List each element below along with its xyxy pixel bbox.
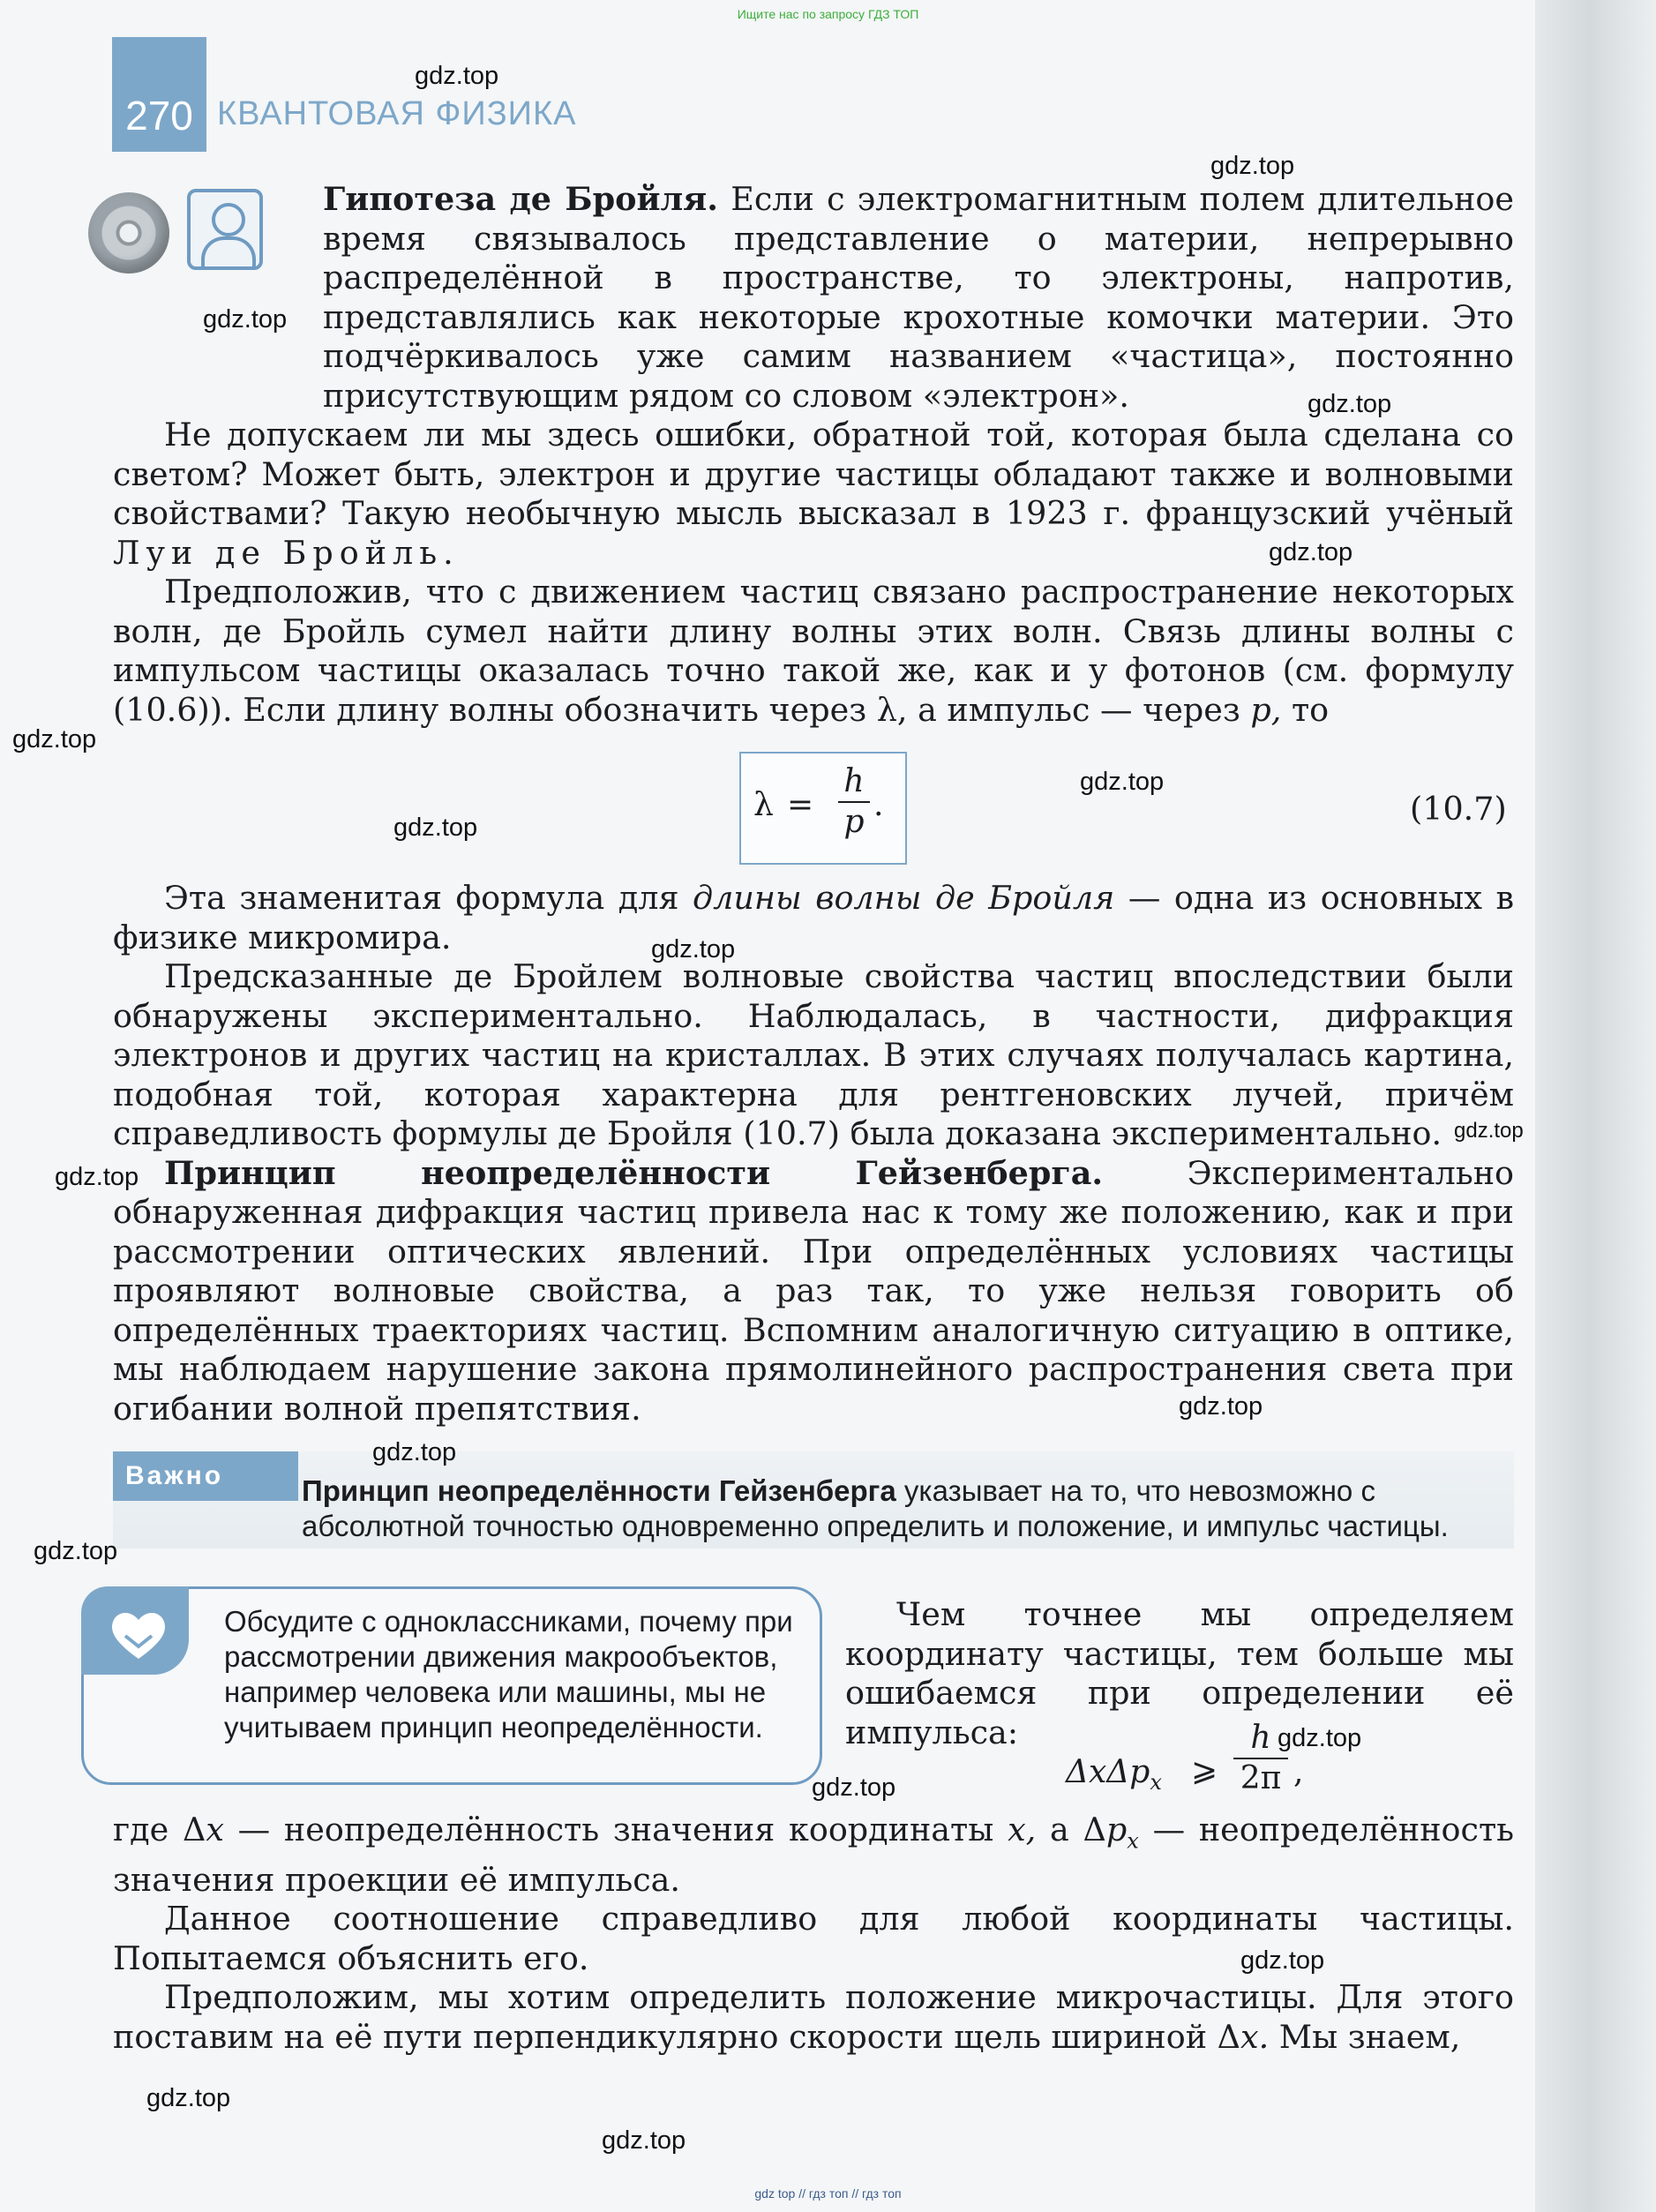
p7-d: — неопределённость значения проекции её импульса.	[113, 1811, 1515, 1899]
watermark: gdz.top	[1080, 768, 1165, 796]
formula-de-broglie	[739, 752, 907, 865]
p9-x: x.	[1240, 2017, 1270, 2056]
p7-a: где Δ	[113, 1811, 206, 1848]
watermark: gdz.top	[12, 725, 97, 754]
formula-number: (10.7)	[1410, 790, 1507, 828]
side-paragraph: Чем точнее мы определяем координату частицы, тем больше мы ошибаемся при определении её импульса:	[845, 1595, 1514, 1751]
uncertainty-numerator: h	[1250, 1720, 1271, 1756]
name-de-broglie: Луи де Бройль.	[113, 533, 460, 572]
paragraph-1: Если с электромагнитным полем длительное время связывалось представление о материи, непрерывно распределённой в пространстве, то электроны, напротив, представлялись как некоторые крохотные комочки материи. Это подчёркивалось уже самим названием «частица», постоянно присутствующим рядом со словом «электрон».	[323, 180, 1514, 415]
var-p: p,	[1250, 690, 1282, 729]
chapter-title: КВАНТОВАЯ ФИЗИКА	[217, 95, 577, 132]
watermark: gdz.top	[34, 1537, 118, 1565]
p7-c: а Δ	[1050, 1811, 1106, 1848]
page-edge-shadow	[1535, 0, 1656, 2212]
watermark: gdz.top	[146, 2084, 231, 2112]
watermark: gdz.top	[1454, 1119, 1524, 1143]
important-label: Важно	[113, 1451, 298, 1501]
section-wave-properties	[113, 879, 1514, 1428]
uncertainty-lhs: ΔxΔp	[1066, 1754, 1150, 1790]
paragraph-3: Предположив, что с движением частиц связано распространение некоторых волн, де Бройль сумел найти длину волны этих волн. Связь длины волны с импульсом частицы оказалась точно такой же, как и у фотонов (см. формулу (10.6)). Если длину волны обозначить через λ, а импульс — через	[113, 573, 1514, 729]
watermark: gdz.top	[1278, 1724, 1362, 1752]
important-bold: Принцип неопределённости Гейзенберга	[302, 1474, 896, 1507]
watermark: gdz.top	[1240, 1946, 1325, 1975]
section-uncertainty-explain	[113, 1811, 1514, 2057]
watermark: gdz.top	[55, 1163, 139, 1191]
watermark: gdz.top	[415, 62, 499, 90]
p7-sub: x	[1127, 1828, 1139, 1854]
watermark: gdz.top	[812, 1773, 896, 1802]
formula-numerator: h	[843, 763, 865, 799]
watermark: gdz.top	[1308, 390, 1392, 418]
p7-x2: x,	[1008, 1811, 1037, 1848]
formula-end: .	[873, 787, 884, 823]
formula-lhs: λ	[753, 787, 774, 823]
watermark: gdz.top	[393, 814, 478, 842]
important-text	[159, 1473, 1500, 1544]
watermark: gdz.top	[1179, 1392, 1263, 1421]
uncertainty-ge: ⩾	[1191, 1752, 1218, 1788]
top-note: Ищите нас по запросу ГДЗ ТОП	[737, 7, 919, 21]
formula-denominator: p	[843, 804, 865, 840]
paragraph-5: Предсказанные де Бройлем волновые свойства частиц впоследствии были обнаружены экспериментально. Наблюдалась, в частности, дифракция электронов и других частиц на кристаллах. В этих случаях получалась картина, подобная той, которая характерна для рентгеновских лучей, причём справедливость формулы де Бройля (10.7) была доказана экспериментально.	[113, 957, 1514, 1152]
formula-eq: =	[787, 787, 814, 823]
p9-a: Предположим, мы хотим определить положение микрочастицы. Для этого поставим на её пути перпендикулярно скорости щель шириной Δ	[113, 1978, 1514, 2056]
paragraph-2: Не допускаем ли мы здесь ошибки, обратной той, которая была сделана со светом? Может быть, электрон и другие частицы обладают также и волновыми свойствами? Такую необычную мысль высказал в 1923 г. французский учёный	[113, 416, 1514, 532]
uncertainty-denominator: 2π	[1240, 1760, 1282, 1796]
formula-fraction	[838, 764, 870, 840]
term-de-broglie-wavelength: длины волны де Бройля	[693, 879, 1115, 917]
bottom-note: gdz top // гдз топ // гдз топ	[754, 2186, 902, 2201]
watermark: gdz.top	[1269, 538, 1353, 566]
side-text	[845, 1595, 1514, 1752]
section-de-broglie	[113, 180, 1514, 730]
uncertainty-sub: x	[1150, 1770, 1162, 1796]
watermark: gdz.top	[651, 935, 736, 964]
paragraph-4: Эта знаменитая формула для	[164, 879, 679, 917]
heading-heisenberg: Принцип неопределённости Гейзенберга.	[164, 1153, 1104, 1192]
watermark: gdz.top	[203, 305, 288, 334]
heading-de-broglie: Гипотеза де Бройля.	[323, 180, 718, 218]
watermark: gdz.top	[372, 1438, 457, 1466]
paragraph-3-end: то	[1291, 690, 1330, 729]
paragraph-6: Экспериментально обнаруженная дифракция частиц привела нас к тому же положению, как и при рассмотрении оптических явлений. При определённых условиях частицы проявляют волновые свойства, а раз так, то уже нельзя говорить об определённых траекториях частиц. Вспомним аналогичную ситуацию в оптике, мы наблюдаем нарушение закона прямолинейного распространения света при огибании волной препятствия.	[113, 1153, 1514, 1428]
p7-b: — неопределённость значения координаты	[237, 1811, 994, 1848]
discuss-text: Обсудите с одноклассниками, почему при рассмотрении движения макрообъектов, например человека или машины, мы не учитываем принцип неопределённости.	[224, 1605, 793, 1743]
uncertainty-end: ,	[1293, 1754, 1304, 1790]
paragraph-4-end: — одна из основных в физике микромира.	[113, 879, 1514, 956]
watermark: gdz.top	[1210, 152, 1295, 180]
page-number: 270	[112, 37, 206, 152]
p7-p: p	[1105, 1811, 1128, 1848]
paragraph-8: Данное соотношение справедливо для любой координаты частицы. Попытаемся объяснить его.	[113, 1900, 1514, 1977]
p7-x: x	[206, 1811, 224, 1848]
heart-hands-icon	[108, 1606, 169, 1662]
important-body: указывает на то, что невозможно с абсолютной точностью одновременно определить и положение, и импульс частицы.	[302, 1474, 1449, 1542]
p9-b: Мы знаем,	[1278, 2017, 1461, 2056]
watermark: gdz.top	[602, 2126, 686, 2155]
